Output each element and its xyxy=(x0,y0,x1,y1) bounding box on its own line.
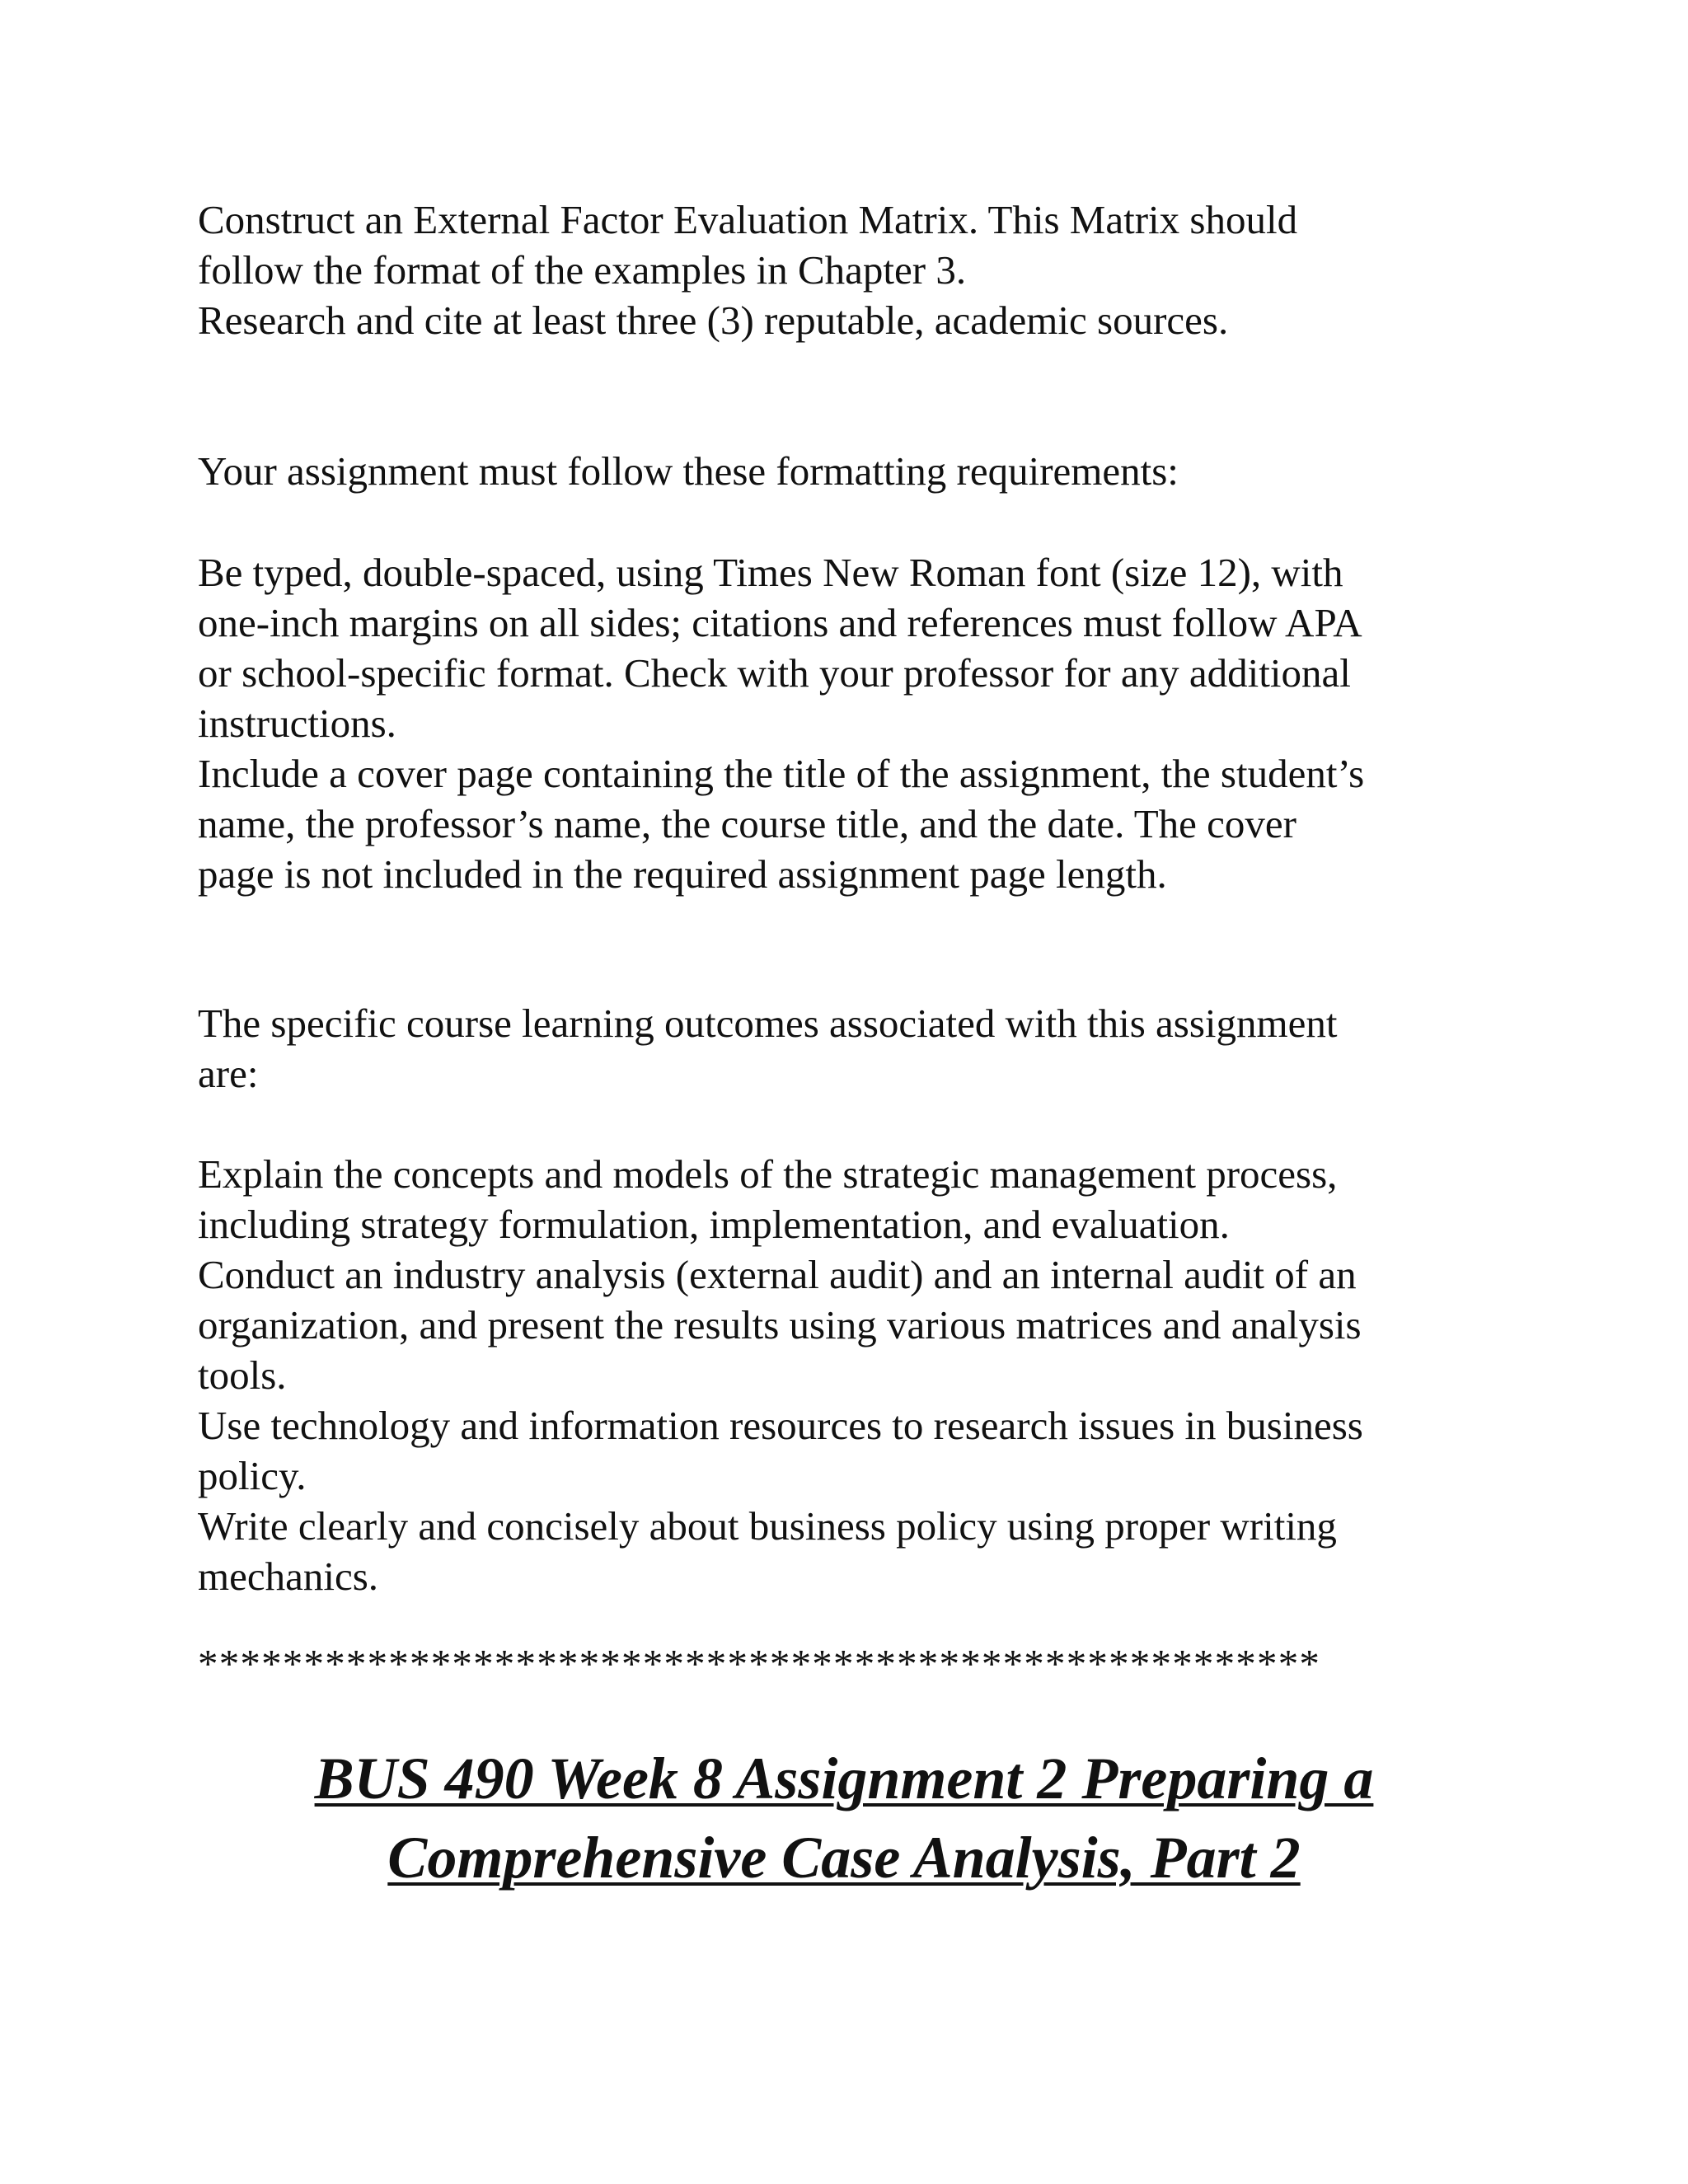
separator-asterisks: ***************************************************** xyxy=(198,1641,1321,1686)
text-line: or school-specific format. Check with your professor for any additional xyxy=(198,650,1351,696)
text-line: Write clearly and concisely about business policy using proper writing xyxy=(198,1503,1337,1549)
next-assignment-title xyxy=(0,1739,1688,1897)
text-line: Construct an External Factor Evaluation Matrix. This Matrix should xyxy=(198,197,1298,242)
text-line: follow the format of the examples in Chapter 3. xyxy=(198,247,967,293)
text-line: Conduct an industry analysis (external audit) and an internal audit of an xyxy=(198,1252,1357,1297)
text-line: mechanics. xyxy=(198,1554,379,1599)
text-line: are: xyxy=(198,1051,259,1096)
paragraph-formatting-heading xyxy=(198,446,1484,496)
text-line: instructions. xyxy=(198,701,396,746)
text-line: Your assignment must follow these formatting requirements: xyxy=(198,448,1179,494)
paragraph-learning-outcomes xyxy=(198,1149,1484,1601)
text-line: tools. xyxy=(198,1352,287,1398)
text-line: one-inch margins on all sides; citations and references must follow APA xyxy=(198,600,1362,645)
text-line: name, the professor’s name, the course title, and the date. The cover xyxy=(198,801,1296,846)
text-line: organization, and present the results using various matrices and analysis xyxy=(198,1302,1362,1347)
text-line: policy. xyxy=(198,1453,307,1498)
text-line: The specific course learning outcomes associated with this assignment xyxy=(198,1001,1338,1046)
paragraph-assignment-intro xyxy=(198,194,1484,345)
paragraph-learning-outcomes-heading xyxy=(198,998,1484,1099)
title-line: Comprehensive Case Analysis, Part 2 xyxy=(387,1825,1301,1891)
text-line: Research and cite at least three (3) reputable, academic sources. xyxy=(198,298,1229,343)
text-line: Use technology and information resources to research issues in business xyxy=(198,1403,1363,1448)
text-line: including strategy formulation, implementation, and evaluation. xyxy=(198,1202,1230,1247)
title-line: BUS 490 Week 8 Assignment 2 Preparing a xyxy=(314,1746,1374,1811)
text-line: Include a cover page containing the title of the assignment, the student’s xyxy=(198,751,1365,796)
text-line: Be typed, double-spaced, using Times New Roman font (size 12), with xyxy=(198,550,1343,595)
paragraph-formatting-requirements xyxy=(198,547,1484,899)
text-line: Explain the concepts and models of the strategic management process, xyxy=(198,1151,1338,1197)
text-line: page is not included in the required assignment page length. xyxy=(198,851,1167,897)
